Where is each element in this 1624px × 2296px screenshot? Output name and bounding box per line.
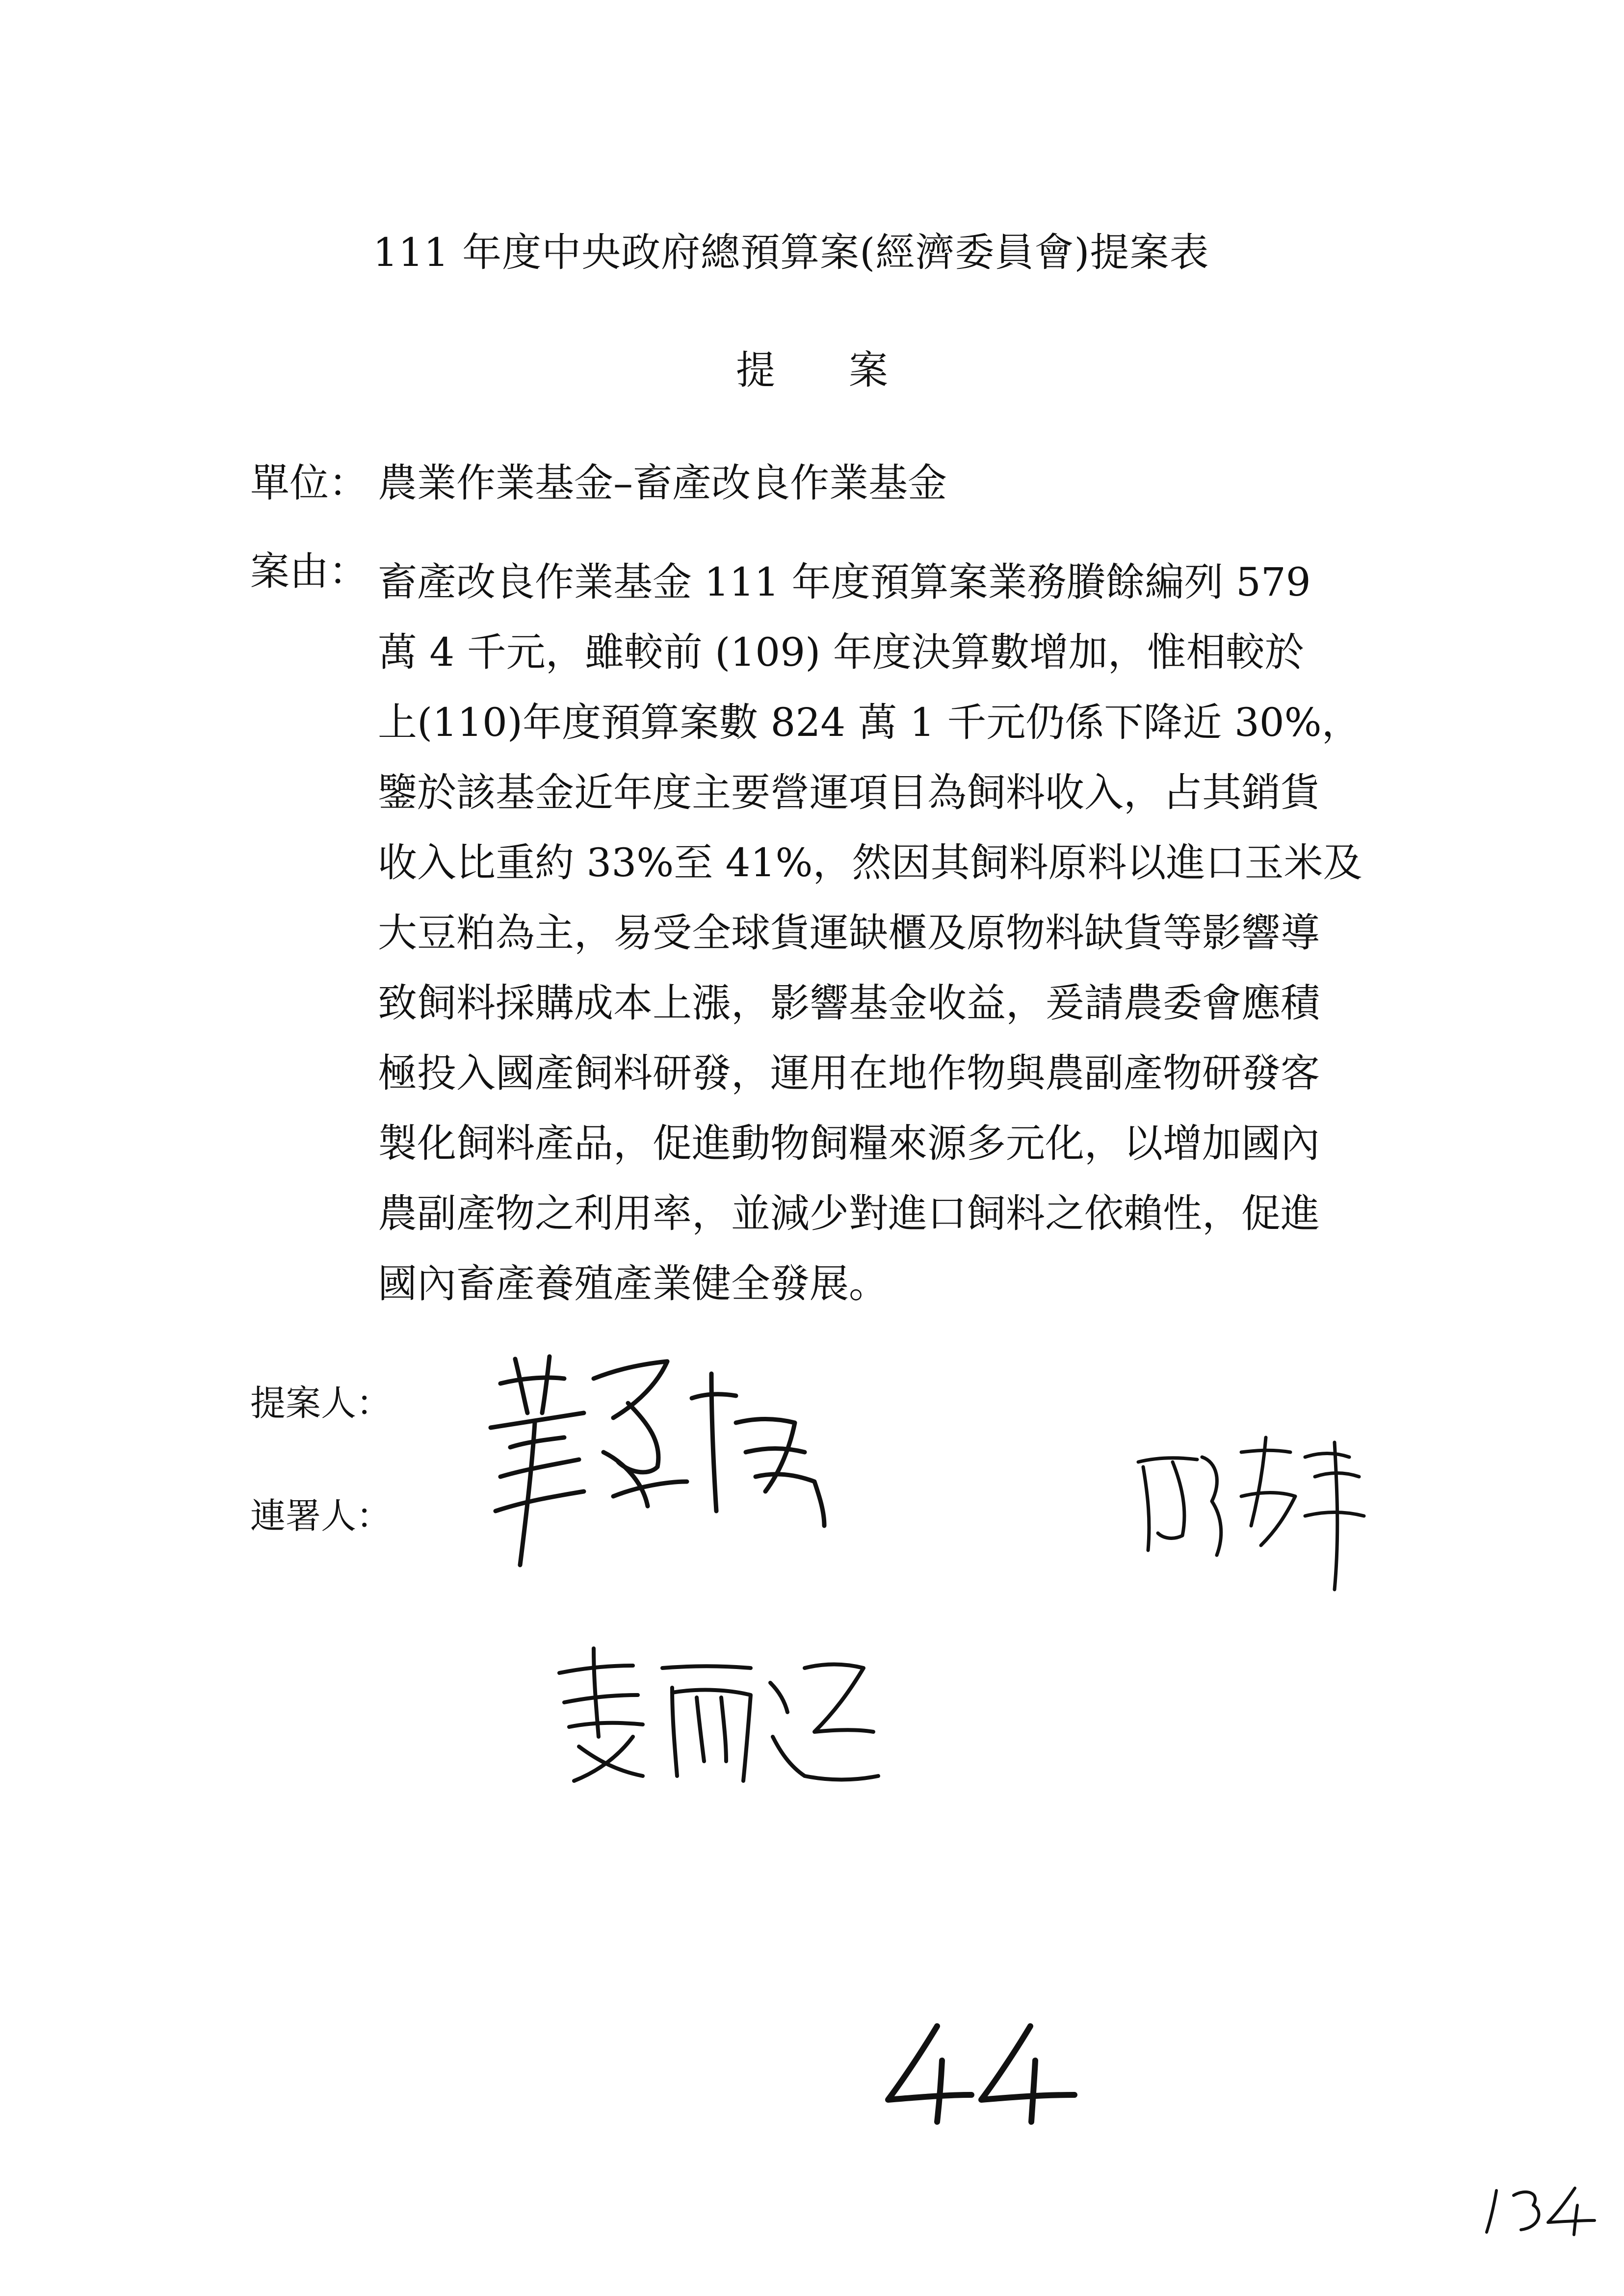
document-title: 111 年度中央政府總預算案(經濟委員會)提案表 (373, 230, 1209, 275)
reason-line: 畜產改良作業基金 111 年度預算案業務賸餘編列 579 (378, 559, 1311, 605)
cosigner-2-signature-drawing (550, 1639, 893, 1796)
cosigner-2-signature (550, 1639, 893, 1796)
reason-line: 製化飼料產品，促進動物飼糧來源多元化，以增加國內 (378, 1121, 1320, 1166)
reason-line: 致飼料採購成本上漲，影響基金收益，爰請農委會應積 (378, 980, 1320, 1026)
reason-line: 大豆粕為主，易受全球貨運缺櫃及原物料缺貨等影響導 (378, 910, 1320, 956)
reason-line: 農副產物之利用率，並減少對進口飼料之依賴性，促進 (378, 1191, 1320, 1236)
reason-line: 鑒於該基金近年度主要營運項目為飼料收入，占其銷貨 (378, 770, 1320, 815)
cosigner-1-signature (1128, 1423, 1384, 1609)
unit-label: 單位： (250, 460, 368, 506)
proposer-signature (481, 1349, 864, 1585)
unit-value: 農業作業基金–畜產改良作業基金 (378, 460, 947, 506)
handwritten-sheet-number (1477, 2183, 1599, 2239)
cosigner-1-signature-drawing (1128, 1423, 1384, 1609)
reason-label: 案由： (250, 548, 368, 594)
reason-line: 極投入國產飼料研發，運用在地作物與農副產物研發客 (378, 1050, 1320, 1096)
reason-line: 收入比重約 33%至 41%，然因其飼料原料以進口玉米及 (378, 840, 1362, 886)
proposer-label: 提案人： (250, 1383, 392, 1424)
handwritten-sheet-number-drawing (1477, 2183, 1599, 2237)
document-subtitle: 提案 (736, 347, 962, 393)
cosigner-label: 連署人： (250, 1495, 392, 1537)
reason-line: 萬 4 千元，雖較前 (109) 年度決算數增加，惟相較於 (378, 629, 1304, 675)
reason-body (378, 547, 1418, 1319)
reason-line: 上(110)年度預算案數 824 萬 1 千元仍係下降近 30%， (378, 700, 1361, 745)
handwritten-page-number (878, 2016, 1084, 2131)
proposer-signature-drawing (481, 1349, 864, 1585)
reason-line: 國內畜產養殖產業健全發展。 (378, 1261, 888, 1306)
handwritten-page-number-drawing (878, 2016, 1084, 2129)
